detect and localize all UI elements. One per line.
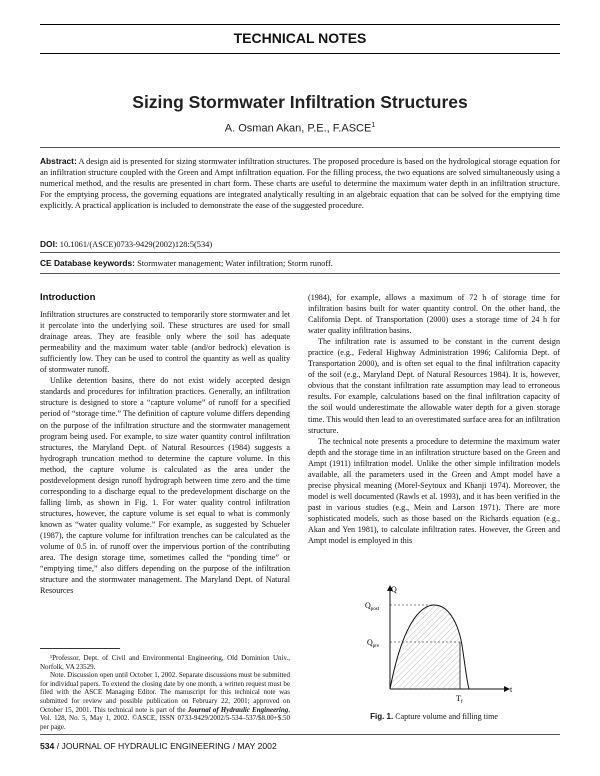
- doi-label: DOI:: [40, 239, 58, 249]
- abstract-label: Abstract:: [40, 156, 77, 166]
- section-header: TECHNICAL NOTES: [233, 30, 367, 46]
- left-column: [40, 292, 290, 596]
- keywords-label: CE Database keywords:: [40, 258, 135, 268]
- right-paragraph-3: The technical note presents a procedure to determine the maximum water depth and the storage time in an infiltration structure based on the Green and Ampt (1911) infiltration model. Unlike the other simple infiltration models available, all the parameters used in the Green and Ampt model have a precise physical meaning (Morel-Seytoux and Khanji 1974). Moreover, the model is well documented (Rawls et al. 1993), and it has been verified in the past in various studies (e.g., Mein and Larson 1971). There are more sophisticated models, such as those based on the Richards equation (e.g., Akan and Yen 1981), to calculate infiltration rates. However, the Green and Ampt model is employed in this: [308, 436, 560, 546]
- footer-journal: JOURNAL OF HYDRAULIC ENGINEERING / MAY 2002: [61, 741, 277, 751]
- right-column: [308, 292, 560, 546]
- right-paragraph-1: (1984), for example, allows a maximum of 72 h of storage time for infiltration basins built for water quantity control. On the other hand, the California Dept. of Transportation (2000) uses a storage time of 24 h for water quality infiltration basins.: [308, 293, 560, 336]
- footnote: [40, 654, 290, 731]
- divider-body: [40, 273, 560, 274]
- qpost-label: $Q_{post}$: [365, 601, 380, 612]
- footnote-journal: Journal of Hydraulic Engineering: [187, 705, 289, 714]
- qpre-label: $Q_{pre}$: [367, 638, 380, 649]
- doi-line: [40, 239, 212, 249]
- axis-y-label: Q: [391, 585, 397, 594]
- right-paragraph-2: The infiltration rate is assumed to be constant in the current design practice (e.g., Federal Highway Administration 1996; California Dept. of Transportation 2000), and is often set equal to the final infiltration capacity of the soil (e.g., Maryland Dept. of Natural Resources 1984). It is, however, obvious that the constant infiltration rate assumption may lead to erroneous results. For example, calculations based on the final infiltration capacity of the soil would underestimate the allowable water depth for a given storage time. This would then lead to an overestimated surface area for an infiltration structure.: [308, 337, 560, 435]
- section-header-bar: [40, 24, 560, 54]
- footnote-affiliation: ¹Professor, Dept. of Civil and Environmental Engineering, Old Dominion Univ., Norfolk, VA 23529.: [40, 654, 290, 671]
- keywords-line: [40, 258, 333, 268]
- footnote-note: [40, 671, 290, 731]
- page-number: 534: [40, 741, 55, 751]
- footnote-note-text: Note. Discussion open until October 1, 2002. Separate discussions must be submitted for individual papers. To extend the closing date by one month, a written request must be filed with the ASCE Managing Editor. The manuscript for this technical note was submitted for review and possible publication on February 22, 2001; approved on October 15, 2001. This technical note is part of the: [40, 671, 290, 714]
- axis-x-label: t: [510, 685, 513, 694]
- abstract: [40, 156, 560, 211]
- intro-paragraph-2: Unlike detention basins, there do not exist widely accepted design standards and procedures for infiltration practices. Generally, an infiltration structure is designed to store a “capture volume” of runoff for a specified period of “storage time.” The definition of capture volume differs depending on the purpose of the infiltration structure and the stormwater management program being used. For example, to size water quantity control infiltration structures, the Maryland Dept. of Natural Resources (1984) suggests a hydrograph truncation method to determine the capture volume. In this method, the capture volume is calculated as the area under the postdevelopment design runoff hydrograph between time zero and the time corresponding to a discharge equal to the predevelopment discharge on the falling limb, as shown in Fig. 1. For water quality control infiltration structures, however, the capture volume is set equal to what is commonly known as “water quality volume.” For example, as suggested by Schueler (1987), the capture volume for infiltration trenches can be calculated as the volume of 0.5 in. of runoff over the impervious portion of the contributing area. The design storage time, sometimes called the “ponding time” or “emptying time,” also differs depending on the purpose of the infiltration structure and the stormwater management. The Maryland Dept. of Natural Resources: [40, 376, 290, 596]
- figure-1-hydrograph: [345, 582, 525, 704]
- footer-divider: [40, 734, 560, 735]
- author-name: A. Osman Akan, P.E., F.ASCE: [224, 122, 372, 135]
- intro-paragraph-1: Infiltration structures are constructed to temporarily store stormwater and let it percolate into the underlying soil. These structures are used for small drainage areas. They are feasible only where the soil has adequate permeability and the maximum water table (and/or bedrock) elevation is sufficiently low. They can be used to control the quantity as well as quality of stormwater runoff.: [40, 310, 290, 375]
- figure-caption: [308, 712, 560, 721]
- figure-caption-text: Capture volume and filling time: [395, 712, 498, 721]
- keywords-value: Stormwater management; Water infiltration; Storm runoff.: [137, 259, 333, 268]
- footnote-divider: [40, 648, 120, 649]
- doi-value: 10.1061/(ASCE)0733-9429(2002)128:5(534): [59, 240, 213, 249]
- figure-label: Fig. 1.: [370, 712, 394, 721]
- divider-keywords: [40, 252, 560, 253]
- footnote-citation: , Vol. 128, No. 5, May 1, 2002. ©ASCE, ISSN 0733-9429/2002/5-534–537/$8.00+$.50 per page.: [40, 705, 290, 731]
- page-footer: 534 / JOURNAL OF HYDRAULIC ENGINEERING / MAY 2002: [40, 741, 277, 751]
- abstract-text: A design aid is presented for sizing stormwater infiltration structures. The proposed procedure is based on the hydrological storage equation for an infiltration structure coupled with the Green and Ampt infiltration equation. For the filling process, the two equations are solved simultaneously using a numerical method, and the results are presented in chart form. These charts are useful to determine the maximum water depth in an infiltration structure. For the emptying process, the governing equations are integrated analytically resulting in an algebraic equation that can be solved for the emptying time explicitly. A practical application is included to demonstrate the ease of the suggested procedure.: [40, 157, 560, 210]
- tf-label: $T_f$: [456, 694, 463, 704]
- author-footnote-mark: 1: [371, 122, 376, 129]
- intro-heading: Introduction: [40, 292, 96, 303]
- divider-top: [40, 147, 560, 148]
- paper-title: Sizing Stormwater Infiltration Structures: [132, 92, 468, 112]
- author-line: [40, 122, 560, 135]
